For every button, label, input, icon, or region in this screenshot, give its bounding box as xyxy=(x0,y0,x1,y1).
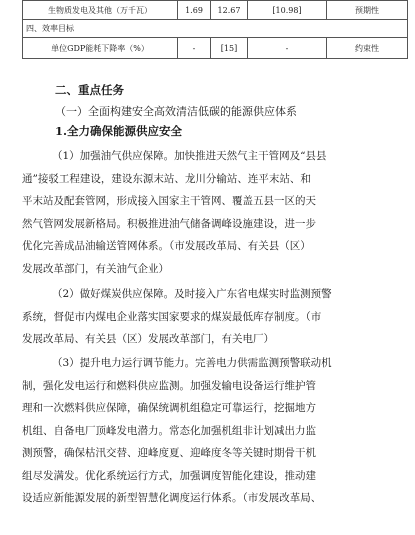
table-row xyxy=(23,20,408,38)
text-line: 然气管网发展新格局。积极推进油气储备调峰设施建设，进一步 xyxy=(22,217,316,230)
table-row xyxy=(23,1,408,20)
text-line: 发展改革部门，有关油气企业） xyxy=(22,262,169,275)
table-cell: - xyxy=(178,38,211,59)
table-cell: [10.98] xyxy=(248,1,327,20)
text-line: 平末站及配套管网，形成接入国家主干管网、覆盖五县一区的天 xyxy=(22,195,316,207)
text-line: （2）做好煤炭供应保障。及时接入广东省电煤实时监测预警 xyxy=(52,288,332,300)
text-line: 组尽发满发。优化系统运行方式，加强调度智能化建设，推动建 xyxy=(22,469,316,482)
text-line: 优化完善成品油输送管网体系。（市发展改革局、有关县（区） xyxy=(22,240,311,252)
table-cell-type: 约束性 xyxy=(327,38,408,59)
text-line: 通”接驳工程建设，建设东源末站、龙川分输站、连平末站、和 xyxy=(22,172,311,185)
text-line: 发展改革局、有关县（区）发展改革部门，有关电厂） xyxy=(22,333,274,345)
table-cell: 12.67 xyxy=(211,1,248,20)
paragraph-coal xyxy=(22,283,410,351)
paragraph-oil-gas xyxy=(22,145,410,280)
text-line: 设适应新能源发展的新型智慧化调度运行体系。（市发展改革局、 xyxy=(22,492,322,504)
text-line: 测预警，确保枯汛交替、迎峰度夏、迎峰度冬等关键时期骨干机 xyxy=(22,447,316,459)
table-row xyxy=(23,38,408,59)
text-line: 机组、自备电厂顶峰发电潜力。常态化加强机组非计划减出力监 xyxy=(22,424,316,437)
text-line: 理和一次燃料供应保障，确保统调机组稳定可靠运行，挖掘地方 xyxy=(22,402,316,414)
section-heading: 二、重点任务 xyxy=(55,83,124,97)
text-line: 制，强化发电运行和燃料供应监测。加强发输电设备运行维护管 xyxy=(22,379,316,392)
table-cell-label: 生物质发电及其他（万千瓦） xyxy=(23,1,178,20)
table-cell: [15] xyxy=(211,38,248,59)
paragraph-power xyxy=(22,352,410,510)
table-cell-label: 单位GDP能耗下降率（%） xyxy=(23,38,178,59)
text-line: （3）提升电力运行调节能力。完善电力供需监测预警联动机 xyxy=(52,357,332,369)
targets-table xyxy=(22,0,408,59)
table-cell: - xyxy=(248,38,327,59)
table-section-label: 四、效率目标 xyxy=(23,20,408,38)
text-line: （1）加强油气供应保障。加快推进天然气主干管网及“县县 xyxy=(52,150,327,162)
subsection-heading: （一）全面构建安全高效清洁低碳的能源供应体系 xyxy=(55,105,297,118)
table-cell: 1.69 xyxy=(178,1,211,20)
item-heading: 1.全力确保能源供应安全 xyxy=(55,124,183,138)
table-cell-type: 预期性 xyxy=(327,1,408,20)
text-line: 系统，督促市内煤电企业落实国家要求的煤炭最低库存制度。（市 xyxy=(22,310,322,323)
